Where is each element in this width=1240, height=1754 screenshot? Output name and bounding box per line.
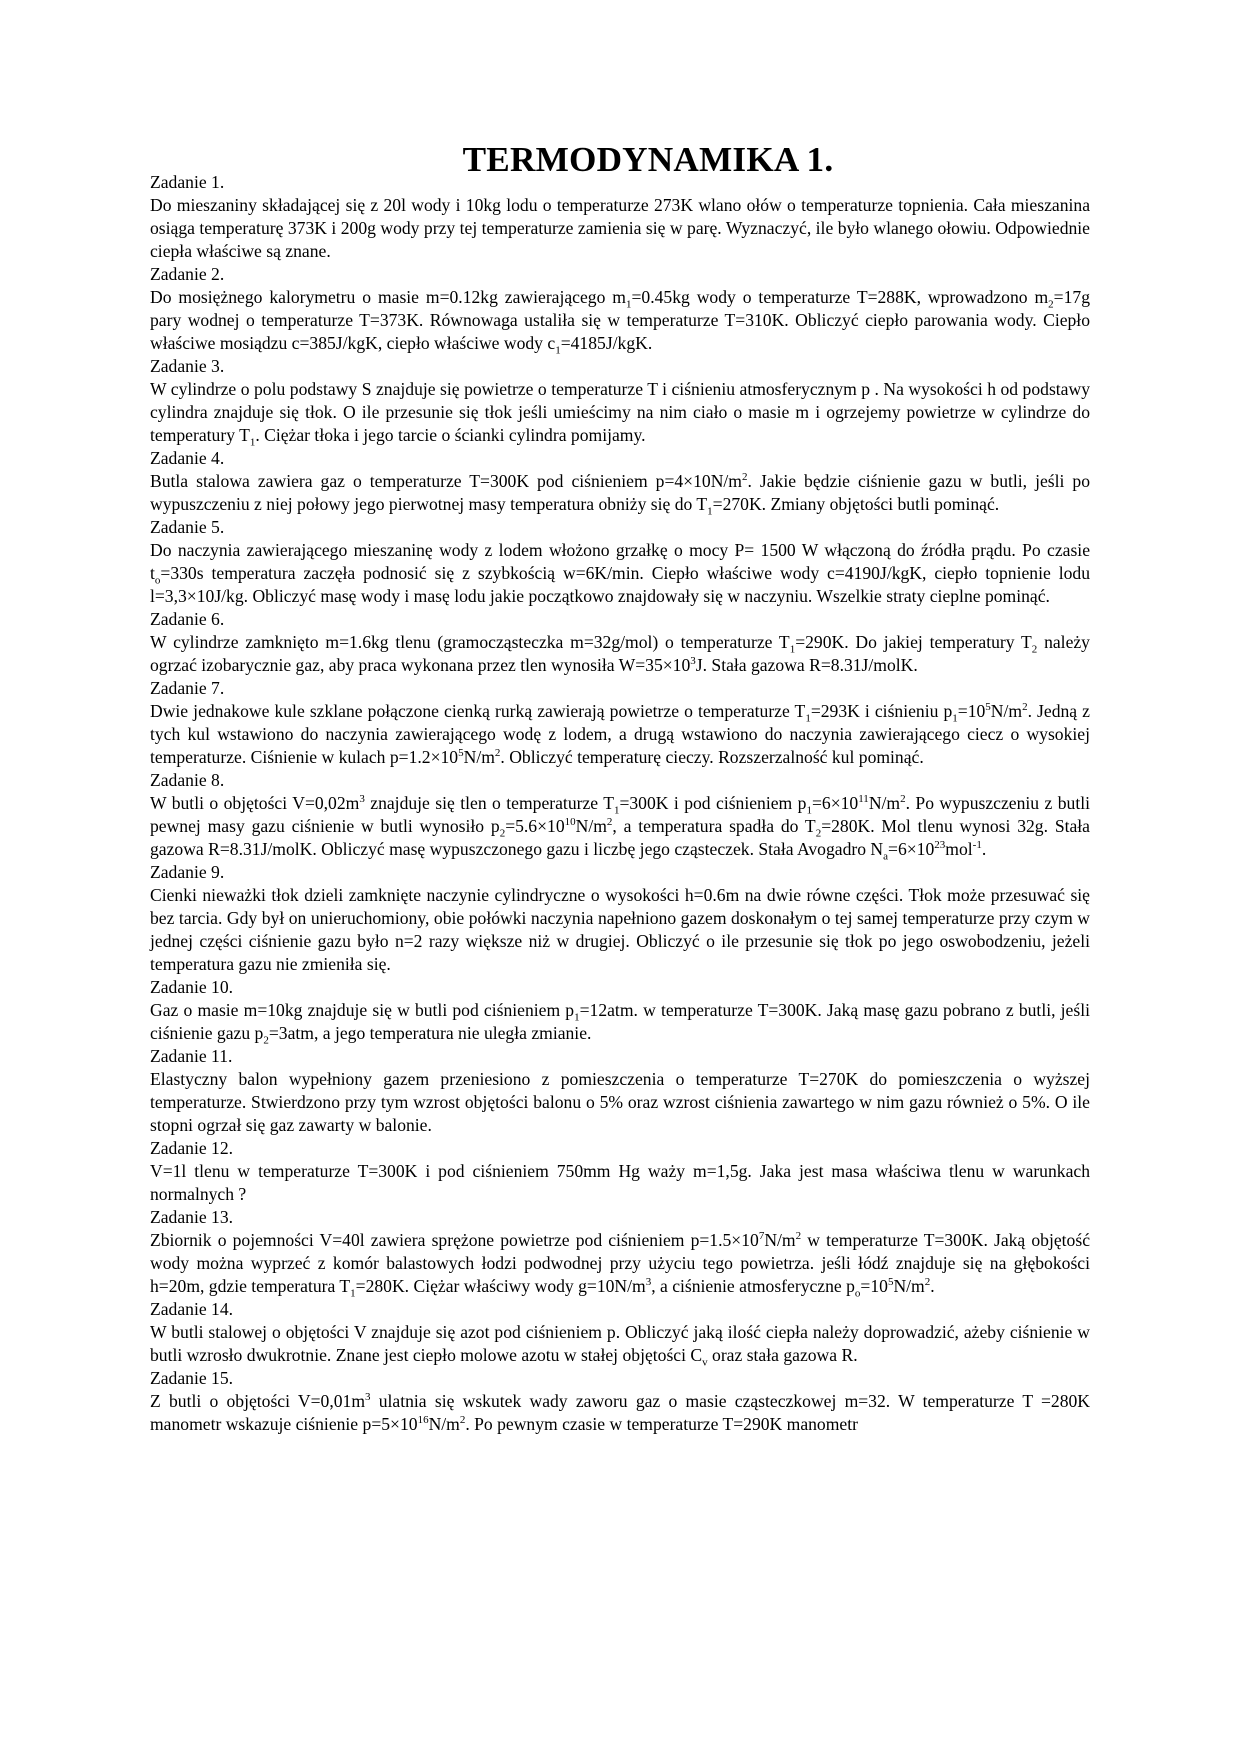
document-title: TERMODYNAMIKA 1.	[462, 140, 834, 179]
task-heading: Zadanie 7.	[150, 678, 225, 698]
task-body: Dwie jednakowe kule szklane połączone cienką rurką zawierają powietrze o temperaturze $T_1=293K$ i ciśnieniu $p_1=10^5N/m^2$. Jedną z tych kul wstawiono do naczynia zawierającego wodę z lodem, a drugą wstawiono do naczynia zawierającego ciecz o wysokiej temperaturze. Ciśnienie w kulach $p=1.2\times 10^5N/m^2$. Obliczyć temperaturę cieczy. Rozszerzalność kul pominąć.	[150, 701, 1090, 767]
task-item	[150, 1206, 1090, 1298]
task-item	[150, 861, 1090, 976]
task-heading: Zadanie 8.	[150, 770, 225, 790]
task-item	[150, 1367, 1090, 1436]
task-item	[150, 976, 1090, 1045]
task-item	[150, 447, 1090, 516]
task-heading: Zadanie 2.	[150, 264, 225, 284]
task-item	[150, 171, 1090, 263]
task-heading: Zadanie 10.	[150, 977, 234, 997]
document-page	[150, 140, 1091, 1436]
task-body: Butla stalowa zawiera gaz o temperaturze T=300K pod ciśnieniem $p=4\times 10N/m^2$. Jakie będzie ciśnienie gazu w butli, jeśli po wypuszczeniu z niej połowy jego pierwotnej masy temperatura obniży się do $T_1=270K$. Zmiany objętości butli pominąć.	[150, 471, 1090, 518]
task-list	[150, 171, 1090, 1436]
task-body: W cylindrze o polu podstawy S znajduje się powietrze o temperaturze T i ciśnieniu atmosferycznym p . Na wysokości h od podstawy cylindra znajduje się tłok. O ile przesunie się tłok jeśli umieścimy na nim ciało o masie m i ogrzejemy powietrze w cylindrze do temperatury $T_1$. Ciężar tłoka i jego tarcie o ścianki cylindra pomijamy.	[150, 379, 1090, 449]
task-heading: Zadanie 14.	[150, 1299, 234, 1319]
task-body: Zbiornik o pojemności V=40l zawiera sprężone powietrze pod ciśnieniem $p=1.5\times 10^7N/m^2$ w temperaturze T=300K. Jaką objętość wody można wyprzeć z komór balastowych łodzi podwodnej przy użyciu tego powietrza. jeśli łódź znajduje się na głębokości h=20m, gdzie temperatura $T_1=280K$. Ciężar właściwy wody $g=10N/m^3$, a ciśnienie atmosferyczne $p_o=10^5N/m^2$.	[150, 1230, 1091, 1300]
task-body: V=1l tlenu w temperaturze T=300K i pod ciśnieniem 750mm Hg waży m=1,5g. Jaka jest masa właściwa tlenu w warunkach normalnych ?	[150, 1161, 1090, 1204]
task-body: Do naczynia zawierającego mieszaninę wody z lodem włożono grzałkę o mocy P= 1500 W włączoną do źródła prądu. Po czasie $t_o=330s$ temperatura zaczęła podnosić się z szybkością w=6K/min. Ciepło właściwe wody c=4190J/kgK, ciepło topnienie lodu l=3,3×10J/kg. Obliczyć masę wody i masę lodu jakie początkowo znajdowały się w naczyniu. Wszelkie straty cieplne pominąć.	[150, 540, 1090, 606]
task-item	[150, 355, 1090, 447]
task-body: Do mosiężnego kalorymetru o masie m=0.12kg zawierającego $m_1=0.45kg$ wody o temperaturze T=288K, wprowadzono $m_2=17g$ pary wodnej o temperaturze T=373K. Równowaga ustaliła się w temperaturze T=310K. Obliczyć ciepło parowania wody. Ciepło właściwe mosiądzu c=385J/kgK, ciepło właściwe wody $c_1=4185J$/kgK.	[150, 287, 1090, 357]
task-item	[150, 1137, 1090, 1206]
task-body: W cylindrze zamknięto m=1.6kg tlenu (gramocząsteczka m=32g/mol) o temperaturze $T_1=290K$. Do jakiej temperatury $T_2$ należy ogrzać izobarycznie gaz, aby praca wykonana przez tlen wynosiła $W=35\times 10^3J$. Stała gazowa R=8.31J/molK.	[150, 632, 1090, 675]
task-item	[150, 769, 1090, 861]
task-item	[150, 608, 1090, 677]
task-heading: Zadanie 6.	[150, 609, 225, 629]
task-heading: Zadanie 9.	[150, 862, 225, 882]
task-heading: Zadanie 11.	[150, 1046, 233, 1066]
task-body: Elastyczny balon wypełniony gazem przeniesiono z pomieszczenia o temperaturze T=270K do pomieszczenia o wyższej temperaturze. Stwierdzono przy tym wzrost objętości balonu o 5% oraz wzrost ciśnienia zawartego w nim gazu również o 5%. O ile stopni ogrzał się gaz zawarty w balonie.	[150, 1069, 1090, 1135]
task-heading: Zadanie 4.	[150, 448, 225, 468]
task-body: Do mieszaniny składającej się z 20l wody i 10kg lodu o temperaturze 273K wlano ołów o temperaturze topnienia. Cała mieszanina osiąga temperaturę 373K i 200g wody przy tej temperaturze zamienia się w parę. Wyznaczyć, ile było wlanego ołowiu. Odpowiednie ciepła właściwe są znane.	[150, 195, 1090, 261]
task-heading: Zadanie 13.	[150, 1207, 234, 1227]
task-body: Cienki nieważki tłok dzieli zamknięte naczynie cylindryczne o wysokości h=0.6m na dwie równe części. Tłok może przesuwać się bez tarcia. Gdy był on unieruchomiony, obie połówki naczynia napełniono gazem doskonałym o tej samej temperaturze przy czym w jednej części ciśnienie gazu było n=2 razy większe niż w drugiej. Obliczyć o ile przesunie się tłok po jego oswobodzeniu, jeżeli temperatura gazu nie zmieniła się.	[150, 885, 1090, 974]
task-heading: Zadanie 15.	[150, 1368, 234, 1388]
task-body: W butli stalowej o objętości V znajduje się azot pod ciśnieniem p. Obliczyć jaką ilość ciepła należy doprowadzić, ażeby ciśnienie w butli wzrosło dwukrotnie. Znane jest ciepło molowe azotu w stałej objętości $C_v$ oraz stała gazowa R.	[150, 1322, 1090, 1369]
task-heading: Zadanie 12.	[150, 1138, 234, 1158]
task-heading: Zadanie 5.	[150, 517, 225, 537]
task-heading: Zadanie 3.	[150, 356, 225, 376]
task-item	[150, 1045, 1090, 1137]
task-body: W butli o objętości $V=0,02m^3$ znajduje się tlen o temperaturze $T_1=300K$ i pod ciśnieniem $p_1=6\times 10^{11}N/m^2$. Po wypuszczeniu z butli pewnej masy gazu ciśnienie w butli wynosiło $p_2=5.6\times 10^{10}N/m^2$, a temperatura spadła do $T_2=280K$. Mol tlenu wynosi 32g. Stała gazowa R=8.31J/molK. Obliczyć masę wypuszczonego gazu i liczbę jego cząsteczek. Stała Avogadro $N_a=6\times 10^{23}mol^{-1}$.	[150, 793, 1090, 863]
task-item	[150, 263, 1090, 355]
task-heading: Zadanie 1.	[150, 172, 225, 192]
task-item	[150, 677, 1090, 769]
task-body: Gaz o masie m=10kg znajduje się w butli pod ciśnieniem $p_1=12atm$. w temperaturze T=300K. Jaką masę gazu pobrano z butli, jeśli ciśnienie gazu $p_2=3atm$, a jego temperatura nie uległa zmianie.	[150, 1000, 1090, 1047]
task-item	[150, 1298, 1090, 1367]
task-body: Z butli o objętości $V=0,01m^3$ ulatnia się wskutek wady zaworu gaz o masie cząsteczkowej m=32. W temperaturze T =280K manometr wskazuje ciśnienie $p=5\times 10^{16}N/m^2$. Po pewnym czasie w temperaturze T=290K manometr	[150, 1391, 1090, 1434]
task-item	[150, 516, 1090, 608]
